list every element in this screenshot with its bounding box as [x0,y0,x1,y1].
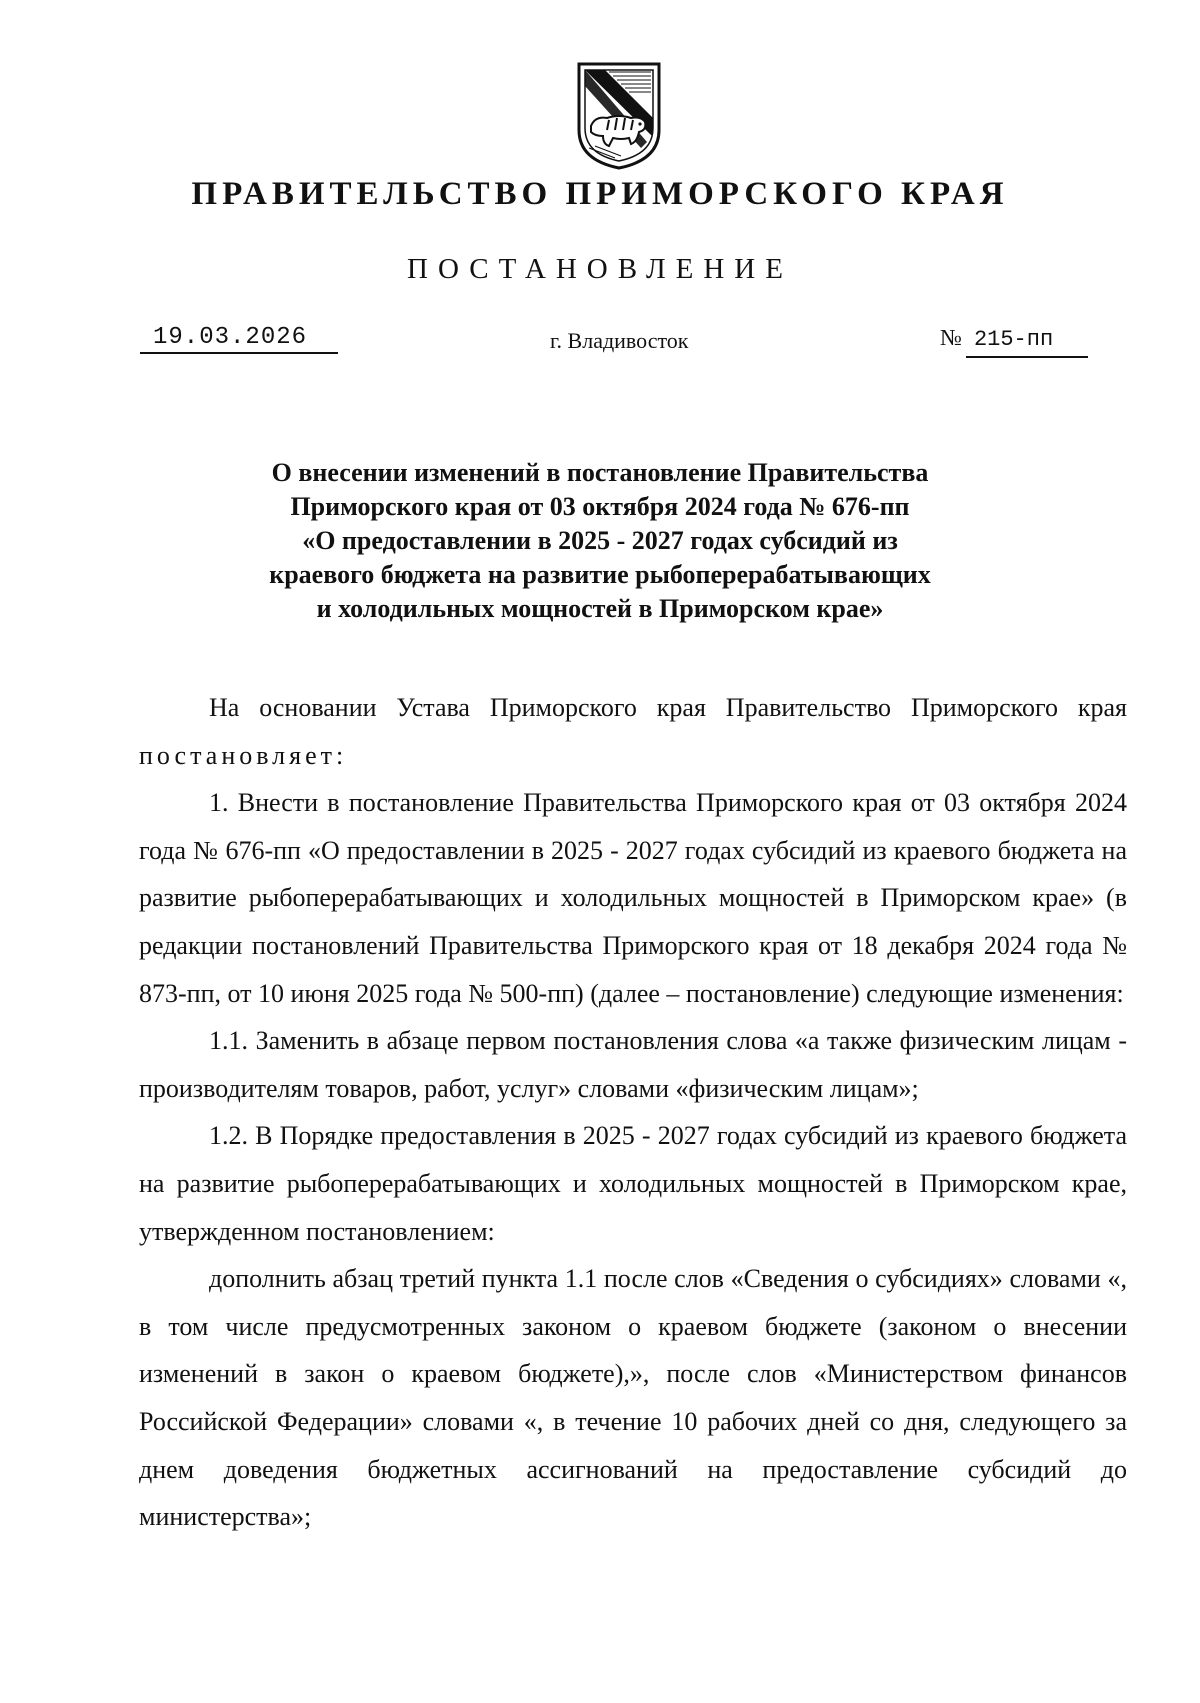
document-number [940,322,1088,354]
heading-line: «О предоставлении в 2025 - 2027 годах субсидий из [302,526,898,555]
coat-of-arms-icon [575,60,663,172]
heading-line: и холодильных мощностей в Приморском крае» [316,594,884,623]
document-meta-row [0,322,1200,362]
preamble-keyword: постановляет [139,740,337,770]
document-number-value: 215-пп [966,324,1088,358]
paragraph-1-1: 1.1. Заменить в абзаце первом постановления слова «а также физическим лицам - производителям товаров, работ, услуг» словами «физическим лицам»; [139,1026,1127,1103]
paragraph-1-2: 1.2. В Порядке предоставления в 2025 - 2027 годах субсидий из краевого бюджета на развитие рыбоперерабатывающих и холодильных мощностей в Приморском крае, утвержденном постановлением: [139,1121,1127,1246]
paragraph-amendment: дополнить абзац третий пункта 1.1 после слов «Сведения о субсидиях» словами «, в том числе предусмотренных законом о краевом бюджете (законом о внесении изменений в закон о краевом бюджете),», после слов «Министерством финансов Российской Федерации» словами «, в течение 10 рабочих дней со дня, следующего за днем доведения бюджетных ассигнований на предоставление субсидий до министерства»; [139,1264,1127,1532]
heading-line: Приморского края от 03 октября 2024 года № 676-пп [290,492,910,521]
document-body [139,684,1127,1541]
document-heading [0,456,1200,626]
number-sign: № [940,325,962,350]
heading-line: О внесении изменений в постановление Правительства [271,458,929,487]
paragraph-1: 1. Внести в постановление Правительства Приморского края от 03 октября 2024 года № 676-пп «О предоставлении в 2025 - 2027 годах субсидий из краевого бюджета на развитие рыбоперерабатывающих и холодильных мощностей в Приморском крае» (в редакции постановлений Правительства Приморского края от 18 декабря 2024 года № 873-пп, от 10 июня 2025 года № 500-пп) (далее – постановление) следующие изменения: [139,788,1127,1008]
organization-title: ПРАВИТЕЛЬСТВО ПРИМОРСКОГО КРАЯ [191,176,1009,212]
preamble-text: На основании Устава Приморского края Правительство Приморского края [209,693,1127,722]
preamble-end: : [336,740,344,770]
document-city: г. Владивосток [550,328,689,353]
document-type: ПОСТАНОВЛЕНИЕ [407,253,793,285]
preamble-paragraph [139,684,1127,779]
heading-line: краевого бюджета на развитие рыбоперерабатывающих [269,560,931,589]
document-date: 19.03.2026 [140,322,338,354]
